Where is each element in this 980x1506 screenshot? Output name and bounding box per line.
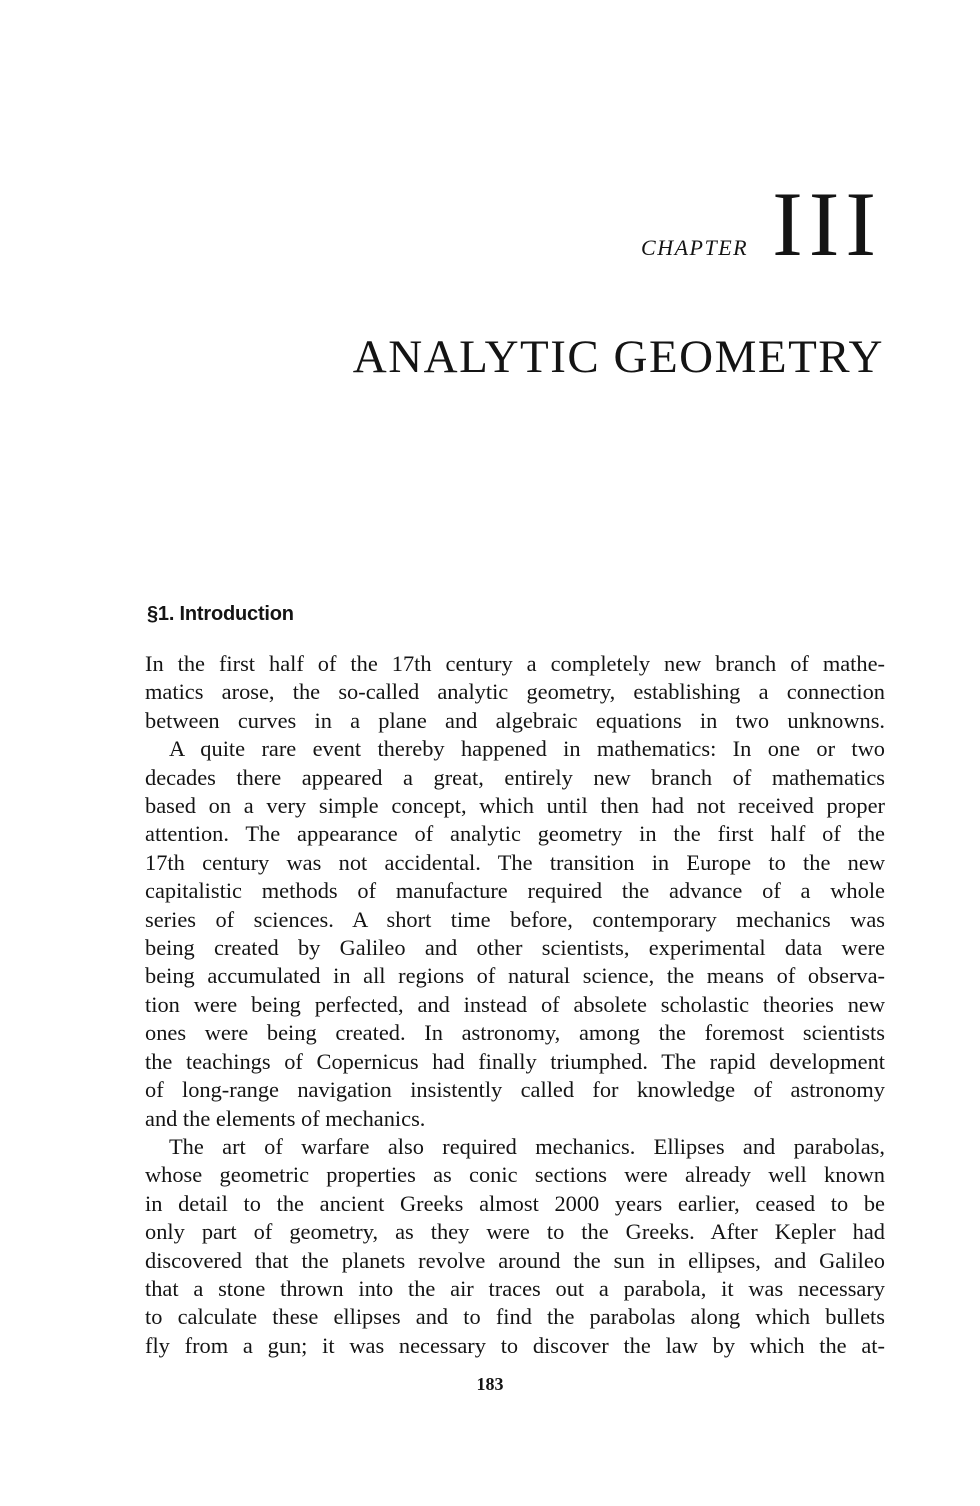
- body-line: to calculate these ellipses and to find the parabolas along which bullets: [145, 1304, 885, 1330]
- page-number: 183: [476, 1374, 504, 1394]
- body-line: discovered that the planets revolve around the sun in ellipses, and Galileo: [145, 1247, 885, 1273]
- body-line: In the first half of the 17th century a completely new branch of mathe-: [145, 651, 885, 676]
- body-line: of long-range navigation insistently called for knowledge of astronomy: [145, 1077, 885, 1103]
- body-line: that a stone thrown into the air traces out a parabola, it was necessary: [145, 1275, 885, 1301]
- body-line: attention. The appearance of analytic geometry in the first half of the: [145, 821, 885, 847]
- body-line: being created by Galileo and other scientists, experimental data were: [145, 935, 885, 961]
- body-line: matics arose, the so-called analytic geometry, establishing a connection: [145, 679, 885, 705]
- chapter-heading: [641, 173, 882, 275]
- body-line: tion were being perfected, and instead of absolete scholastic theories new: [145, 991, 885, 1017]
- body-line: decades there appeared a great, entirely new branch of mathematics: [145, 764, 885, 790]
- body-text: [145, 650, 885, 1360]
- body-line: series of sciences. A short time before, contemporary mechanics was: [145, 906, 885, 932]
- body-line: only part of geometry, as they were to the Greeks. After Kepler had: [145, 1219, 885, 1245]
- chapter-number: III: [772, 173, 882, 275]
- body-line: ones were being created. In astronomy, among the foremost scientists: [145, 1020, 885, 1046]
- body-line: 17th century was not accidental. The transition in Europe to the new: [145, 849, 885, 875]
- body-line: The art of warfare also required mechanics. Ellipses and parabolas,: [169, 1133, 885, 1159]
- chapter-label: CHAPTER: [641, 235, 749, 260]
- section-heading: §1. Introduction: [147, 603, 294, 625]
- body-line: fly from a gun; it was necessary to discover the law by which the at-: [145, 1332, 885, 1358]
- body-line: the teachings of Copernicus had finally triumphed. The rapid development: [145, 1048, 885, 1074]
- body-line: being accumulated in all regions of natural science, the means of observa-: [145, 963, 885, 989]
- body-line: whose geometric properties as conic sections were already well known: [145, 1162, 885, 1188]
- body-line: based on a very simple concept, which until then had not received proper: [145, 793, 885, 819]
- body-line: capitalistic methods of manufacture required the advance of a whole: [145, 878, 885, 904]
- body-line: between curves in a plane and algebraic equations in two unknowns.: [145, 707, 885, 733]
- body-line: in detail to the ancient Greeks almost 2000 years earlier, ceased to be: [145, 1190, 885, 1216]
- body-line: A quite rare event thereby happened in mathematics: In one or two: [169, 736, 885, 762]
- body-line: and the elements of mechanics.: [145, 1105, 426, 1131]
- chapter-title: ANALYTIC GEOMETRY: [352, 331, 884, 383]
